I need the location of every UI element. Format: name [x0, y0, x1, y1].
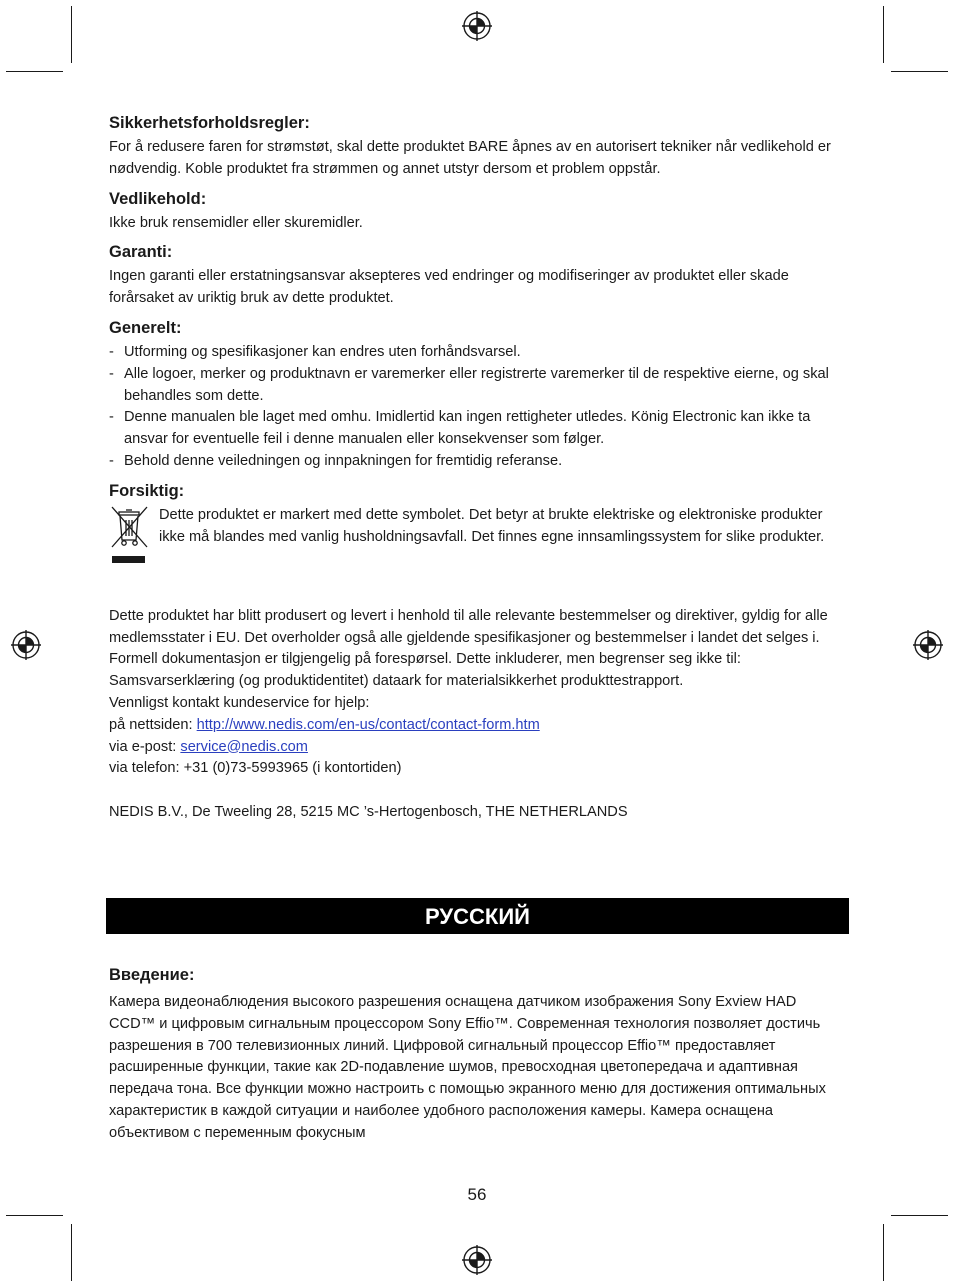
caution-heading: Forsiktig:: [109, 481, 185, 500]
warranty-heading: Garanti:: [109, 243, 173, 262]
maintenance-heading: Vedlikehold:: [109, 189, 207, 208]
registration-mark-icon: [913, 630, 943, 660]
email-link[interactable]: service@nedis.com: [180, 738, 308, 755]
warranty-text: Ingen garanti eller erstatningsansvar aksepteres ved endringer og modifiseringer av produktet eller skade forårsaket av uriktig bruk av dette produktet.: [109, 268, 789, 307]
safety-text: For å redusere faren for strømstøt, skal dette produktet BARE åpnes av en autorisert tekniker når vedlikehold er nødvendig. Koble produktet fra strømmen og annet utstyr dersom et problem oppstår.: [109, 139, 831, 177]
compliance-text: Dette produktet har blitt produsert og levert i henhold til alle relevante bestemmelser og direktiver, gyldig for alle medlemsstater i EU. Det overholder også alle gjeldende spesifikasjoner og bestemmelser i landet det selges i.: [109, 607, 828, 646]
registration-mark-icon: [462, 1245, 492, 1275]
crop-mark: [891, 1215, 948, 1216]
crop-mark: [6, 71, 63, 72]
contact-intro: Vennligst kontakt kundeservice for hjelp:: [109, 694, 370, 711]
language-banner: РУССКИЙ: [106, 898, 849, 934]
web-label: på nettsiden:: [109, 716, 197, 733]
general-list: [109, 342, 845, 473]
list-item: - Utforming og spesifikasjoner kan endres uten forhåndsvarsel.: [109, 342, 845, 364]
company-address: NEDIS B.V., De Tweeling 28, 5215 MC ’s-Hertogenbosch, THE NETHERLANDS: [109, 804, 628, 821]
intro-text: Камера видеонаблюдения высокого разрешения оснащена датчиком изображения Sony Exview HAD CCD™ и цифровым сигнальным процессором Sony Effio™. Современная технология позволяет достичь разрешения в 700 телевизионных линий. Цифровой сигнальный процессор Effio™ предоставляет расширенные функции, такие как 2D-подавление шумов, превосходная цветопередача и адаптивная передача тона. Все функции можно настроить с помощью экранного меню для достижения оптимальных характеристик в каждой ситуации и наиболее удобного расположения камеры. Камера оснащена объективом с переменным фокусным: [109, 994, 826, 1141]
crop-mark: [883, 6, 884, 63]
warranty-section: [109, 243, 845, 310]
compliance-block: [109, 606, 845, 824]
general-heading: Generelt:: [109, 318, 182, 337]
norwegian-content: [109, 114, 845, 824]
general-section: [109, 319, 845, 473]
maintenance-text: Ikke bruk rensemidler eller skuremidler.: [109, 214, 363, 231]
crop-mark: [71, 1224, 72, 1281]
registration-mark-icon: [11, 630, 41, 660]
registration-mark-icon: [462, 11, 492, 41]
list-item: - Alle logoer, merker og produktnavn er varemerker eller registrerte varemerker til de respektive eierne, og skal behandles som dette.: [109, 364, 845, 408]
page-number: 56: [467, 1185, 487, 1204]
crop-mark: [891, 71, 948, 72]
list-item: - Behold denne veiledningen og innpakningen for fremtidig referanse.: [109, 451, 845, 473]
crop-mark: [6, 1215, 63, 1216]
weee-text: Dette produktet er markert med dette symbolet. Det betyr at brukte elektriske og elektroniske produkter ikke må blandes med vanlig husholdningsavfall. Det finnes egne innsamlingssystem for slike produkter.: [159, 506, 825, 545]
caution-section: [109, 482, 845, 572]
contact-form-link[interactable]: http://www.nedis.com/en-us/contact/contact-form.htm: [196, 716, 540, 733]
safety-heading: Sikkerhetsforholdsregler:: [109, 114, 310, 132]
documentation-text: Formell dokumentasjon er tilgjengelig på forespørsel. Dette inkluderer, men begrenser seg ikke til: Samsvarserklæring (og produktidentitet) dataark for materialsikkerhet produkttestrapport.: [109, 651, 741, 690]
crossed-out-bin-icon: [109, 505, 159, 572]
crop-mark: [71, 6, 72, 63]
phone-contact: via telefon: +31 (0)73-5993965 (i kontortiden): [109, 760, 402, 777]
web-contact: [109, 715, 845, 737]
intro-heading: Введение:: [109, 966, 195, 984]
maintenance-section: [109, 190, 845, 235]
russian-content: [109, 966, 845, 1145]
crop-mark: [883, 1224, 884, 1281]
email-contact: [109, 737, 845, 759]
safety-section: [109, 114, 845, 181]
email-label: via e-post:: [109, 738, 181, 755]
list-item: - Denne manualen ble laget med omhu. Imidlertid kan ingen rettigheter utledes. König Electronic kan ikke ta ansvar for eventuelle feil i denne manualen eller konsekvenser som følger.: [109, 407, 845, 451]
weee-notice: [109, 505, 845, 572]
